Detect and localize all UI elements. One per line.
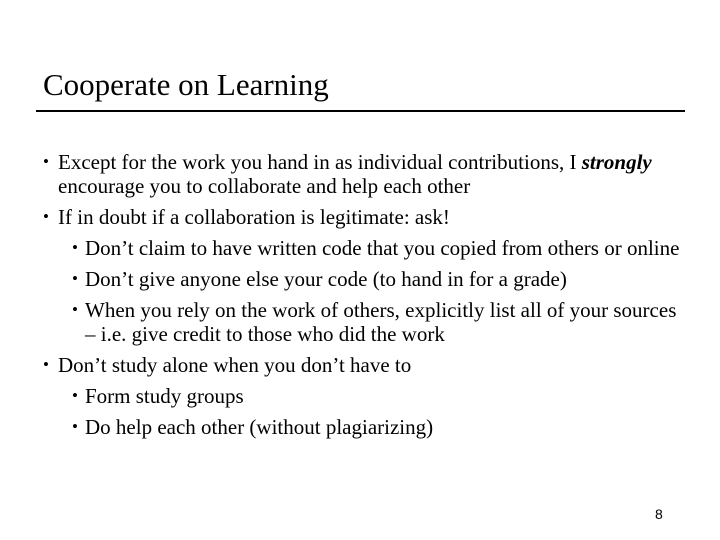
bullet-text: Except for the work you hand in as individual contributions, I	[58, 150, 582, 174]
bullet-icon: •	[72, 269, 78, 288]
emphasis-text: strongly	[581, 150, 652, 174]
sub-bullet-item-share-code	[42, 267, 682, 291]
sub-bullet-item-give-credit	[42, 298, 682, 346]
bullet-list	[42, 150, 682, 446]
sub-bullet-item-copied-code	[42, 236, 682, 260]
page-number: 8	[655, 506, 663, 522]
bullet-icon: •	[72, 300, 78, 319]
bullet-text: If in doubt if a collaboration is legitimate: ask!	[58, 205, 450, 229]
sub-bullet-item-help-each-other	[42, 415, 682, 439]
bullet-icon: •	[72, 417, 78, 436]
bullet-text: When you rely on the work of others, explicitly list all of your sources – i.e. give credit to those who did the work	[85, 298, 677, 346]
bullet-icon: •	[43, 207, 49, 226]
slide-title: Cooperate on Learning	[43, 67, 329, 102]
bullet-text: Do help each other (without plagiarizing)	[85, 415, 434, 439]
bullet-item-study-alone	[42, 353, 682, 377]
bullet-text: encourage you to collaborate and help each other	[58, 174, 471, 198]
bullet-icon: •	[43, 355, 49, 374]
bullet-text: Don’t give anyone else your code (to hand in for a grade)	[85, 267, 567, 291]
bullet-icon: •	[72, 238, 78, 257]
bullet-icon: •	[43, 152, 49, 171]
bullet-text: Form study groups	[85, 384, 244, 408]
title-divider	[36, 110, 685, 112]
bullet-item-collaboration	[42, 150, 682, 198]
bullet-item-ask	[42, 205, 682, 229]
sub-bullet-item-study-groups	[42, 384, 682, 408]
bullet-text: Don’t claim to have written code that you copied from others or online	[85, 236, 680, 260]
bullet-icon: •	[72, 386, 78, 405]
bullet-text: Don’t study alone when you don’t have to	[58, 353, 412, 377]
